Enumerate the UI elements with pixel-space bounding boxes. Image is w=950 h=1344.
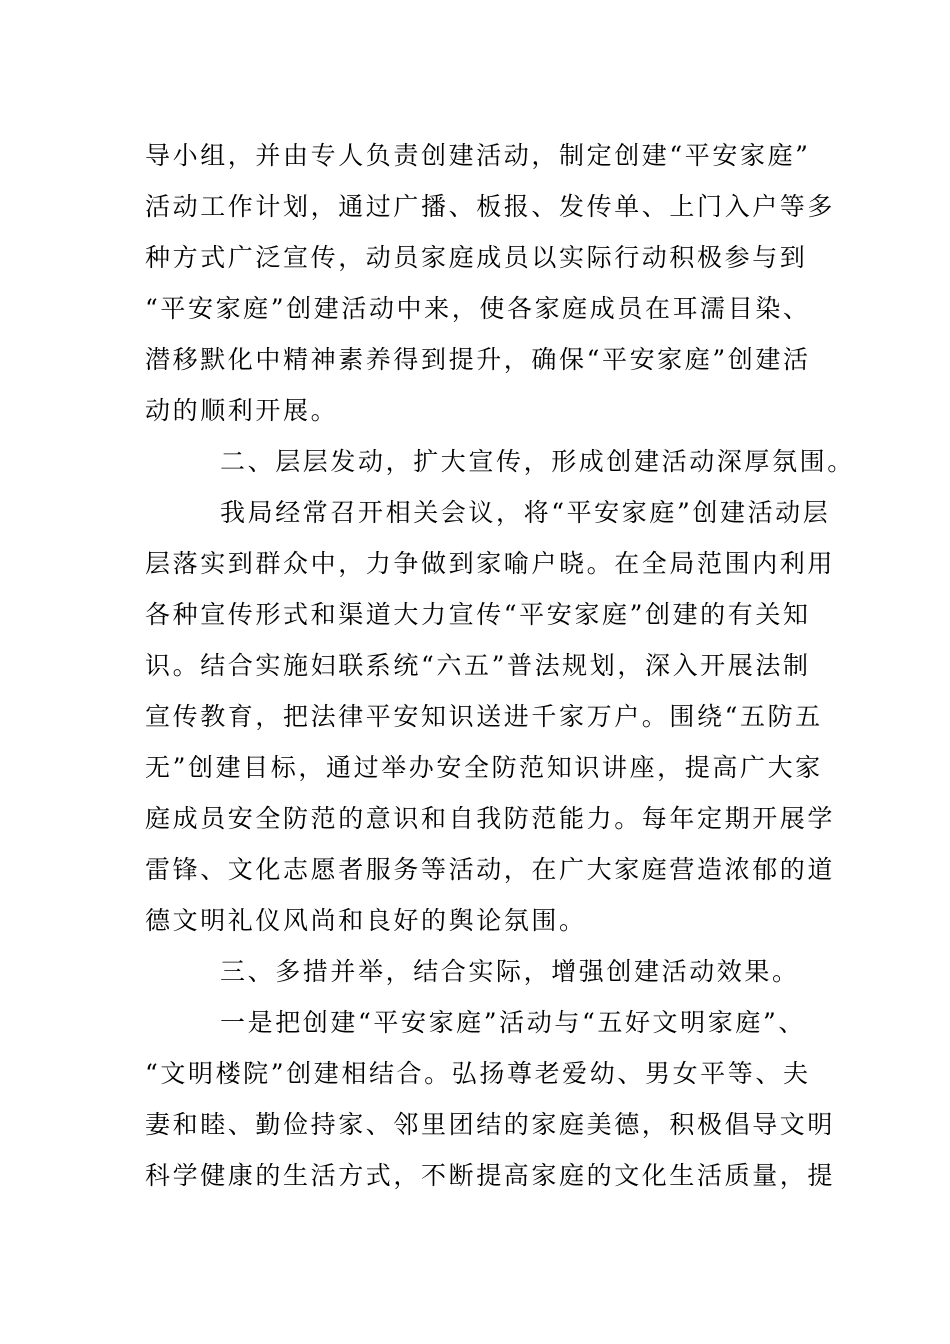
body-text (145, 130, 855, 1201)
paragraph-line: “平安家庭”创建活动中来，使各家庭成员在耳濡目染、 (145, 294, 811, 323)
paragraph-line: 无”创建目标，通过举办安全防范知识讲座，提高广大家 (145, 753, 823, 782)
paragraph-line: 妻和睦、勤俭持家、邻里团结的家庭美德，积极倡导文明 (145, 1110, 836, 1139)
paragraph-line: “文明楼院”创建相结合。弘扬尊老爱幼、男女平等、夫 (145, 1059, 811, 1088)
paragraph-line: 导小组，并由专人负责创建活动，制定创建“平安家庭” (145, 141, 811, 170)
paragraph-line: 庭成员安全防范的意识和自我防范能力。每年定期开展学 (145, 804, 836, 833)
paragraph-line: 我局经常召开相关会议，将“平安家庭”创建活动层 (220, 498, 831, 527)
section-heading: 二、层层发动，扩大宣传，形成创建活动深厚氛围。 (220, 447, 855, 476)
paragraph-line: 宣传教育，把法律平安知识送进千家万户。围绕“五防五 (145, 702, 823, 731)
paragraph-line: 雷锋、文化志愿者服务等活动，在广大家庭营造浓郁的道 (145, 855, 836, 884)
paragraph-line: 潜移默化中精神素养得到提升，确保“平安家庭”创建活 (145, 345, 811, 374)
section-heading: 三、多措并举，结合实际，增强创建活动效果。 (220, 957, 800, 986)
paragraph-line: 科学健康的生活方式，不断提高家庭的文化生活质量，提 (145, 1161, 836, 1190)
paragraph-line: 活动工作计划，通过广播、板报、发传单、上门入户等多 (145, 192, 836, 221)
paragraph-line: 种方式广泛宣传，动员家庭成员以实际行动积极参与到 (145, 243, 808, 272)
paragraph-line: 识。结合实施妇联系统“六五”普法规划，深入开展法制 (145, 651, 811, 680)
paragraph-line: 动的顺利开展。 (145, 396, 339, 425)
paragraph-line: 各种宣传形式和渠道大力宣传“平安家庭”创建的有关知 (145, 600, 811, 629)
paragraph-line: 层落实到群众中，力争做到家喻户晓。在全局范围内利用 (145, 549, 836, 578)
paragraph-line: 德文明礼仪风尚和良好的舆论氛围。 (145, 906, 587, 935)
paragraph-line: 一是把创建“平安家庭”活动与“五好文明家庭”、 (220, 1008, 806, 1037)
